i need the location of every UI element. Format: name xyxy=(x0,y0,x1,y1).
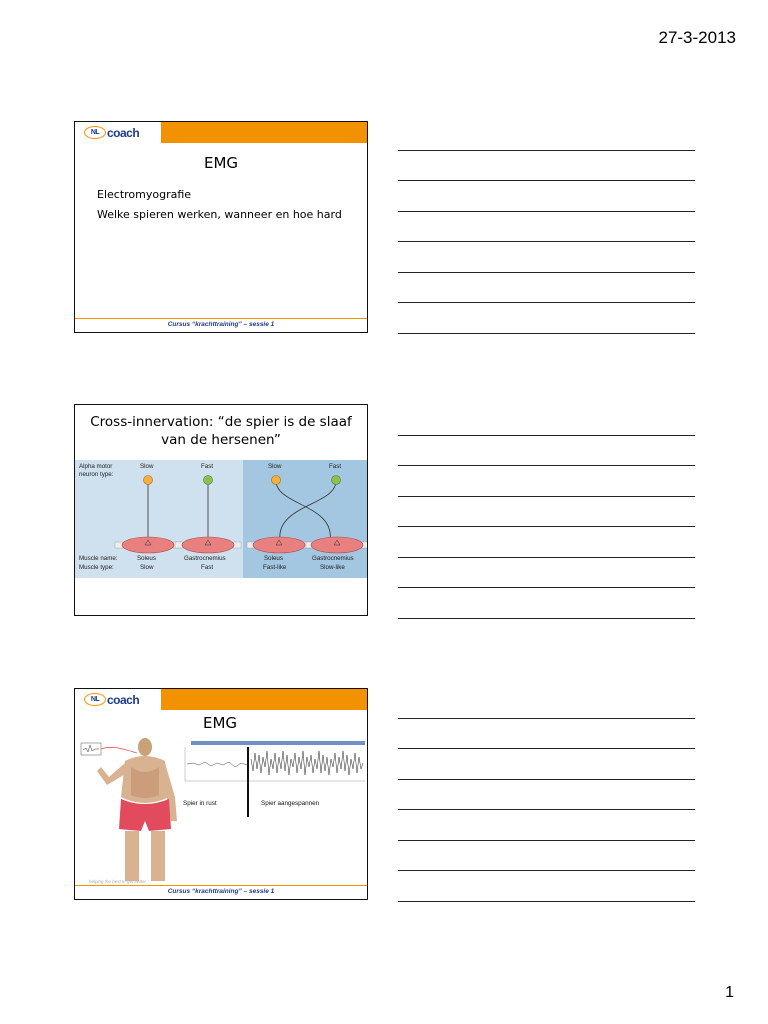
slide-footer xyxy=(75,879,367,899)
muscle-type-label: Slow-like xyxy=(320,564,345,571)
header-orange-band xyxy=(161,689,367,710)
row-label: Alpha motor xyxy=(79,463,113,470)
page-number: 1 xyxy=(725,984,734,1001)
nlcoach-logo: NL coach xyxy=(84,692,139,707)
slide-title: EMG xyxy=(203,714,238,732)
nlcoach-logo: NL coach xyxy=(84,125,139,140)
slide-footer xyxy=(75,318,367,332)
muscle-icon xyxy=(247,537,311,553)
slide-thumbnail-1 xyxy=(74,121,368,333)
slow-neuron-icon xyxy=(272,476,281,485)
page-date: 27-3-2013 xyxy=(658,28,736,47)
header-orange-band xyxy=(161,122,367,143)
neuron-type-label: Slow xyxy=(268,463,282,470)
contracted-label: Spier aangespannen xyxy=(261,800,320,807)
muscle-icon xyxy=(306,537,367,553)
row-label: Muscle type: xyxy=(79,564,114,571)
slide-body-line: Electromyografie xyxy=(97,188,192,201)
emg-trace-chart xyxy=(173,739,367,785)
row-label: neuron type: xyxy=(79,471,114,478)
slow-neuron-icon xyxy=(144,476,153,485)
neuron-type-label: Fast xyxy=(329,463,342,470)
row-label: Muscle name: xyxy=(79,555,118,562)
fast-neuron-icon xyxy=(332,476,341,485)
slide-thumbnail-2 xyxy=(74,404,368,616)
neuron-type-label: Slow xyxy=(140,463,154,470)
slide-thumbnail-3 xyxy=(74,688,368,900)
muscle-icon xyxy=(175,537,241,553)
footer-text: Cursus “krachttraining” – sessie 1 xyxy=(167,888,275,895)
slide-header xyxy=(75,689,367,710)
slide-header xyxy=(75,122,367,143)
muscle-name-label: Gastrocnemius xyxy=(184,555,226,562)
muscle-icon xyxy=(115,537,181,553)
muscle-name-label: Soleus xyxy=(264,555,283,562)
divider-line xyxy=(247,747,249,817)
slide-title: Cross-innervation: “de spier is de slaaf van de hersenen” xyxy=(90,414,352,448)
tagline: helping the best to get better xyxy=(89,879,147,884)
rest-label: Spier in rust xyxy=(183,800,217,807)
back-muscle-figure xyxy=(79,737,179,887)
muscle-type-label: Slow xyxy=(140,564,154,571)
fast-neuron-icon xyxy=(204,476,213,485)
muscle-name-label: Gastrocnemius xyxy=(312,555,354,562)
muscle-type-label: Fast-like xyxy=(263,564,287,571)
muscle-type-label: Fast xyxy=(201,564,214,571)
neuron-type-label: Fast xyxy=(201,463,214,470)
footer-text: Cursus “krachttraining” – sessie 1 xyxy=(167,321,275,328)
slide-body-line: Welke spieren werken, wanneer en hoe hard xyxy=(97,208,342,221)
muscle-name-label: Soleus xyxy=(137,555,156,562)
slide-title: EMG xyxy=(203,154,239,172)
